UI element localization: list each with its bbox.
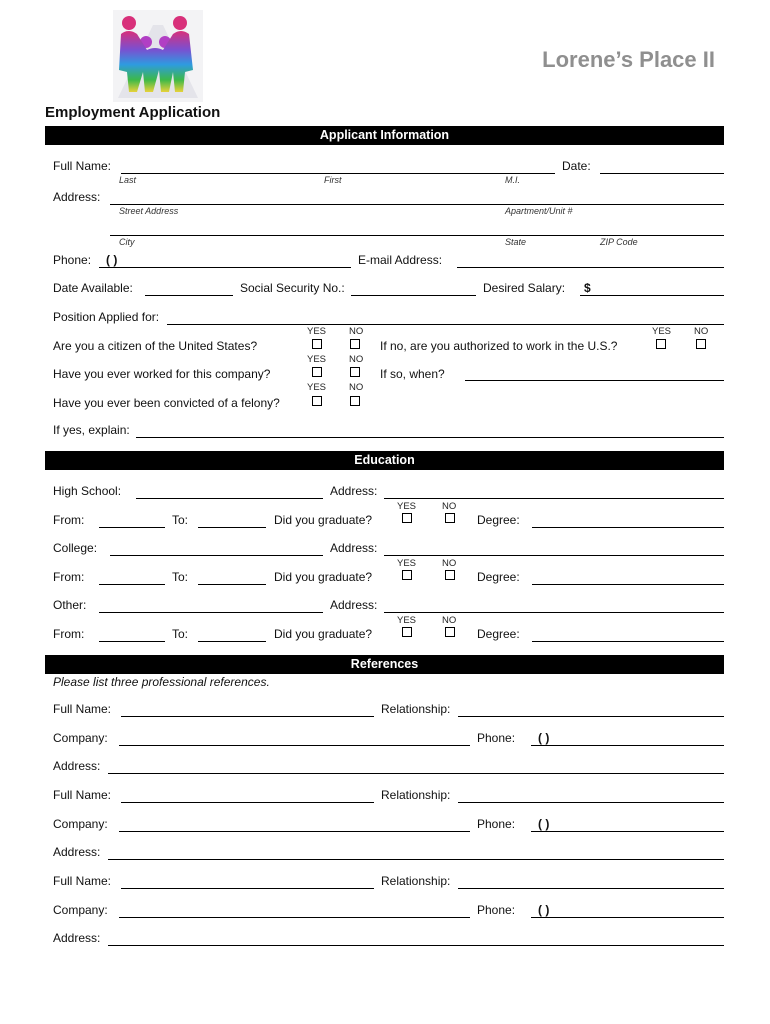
other-degree-label: Degree:: [477, 627, 520, 641]
ref1-company-label: Company:: [53, 731, 108, 745]
ref2-phone-field[interactable]: [531, 831, 724, 832]
city-state-zip-field[interactable]: [110, 235, 724, 236]
state-sublabel: State: [505, 237, 527, 247]
date-field[interactable]: [600, 173, 724, 174]
ref1-phone-label: Phone:: [477, 731, 516, 745]
yes-header: YES: [397, 558, 417, 569]
mi-sublabel: M.I.: [505, 175, 520, 185]
college-address-field[interactable]: [384, 555, 724, 556]
email-label: E-mail Address:: [358, 253, 443, 267]
ref3-name-label: Full Name:: [53, 874, 112, 888]
high-school-field[interactable]: [136, 498, 323, 499]
street-sublabel: Street Address: [119, 206, 179, 216]
other-label: Other:: [53, 598, 87, 612]
ref3-phone-parens: ( ): [538, 903, 550, 917]
ref2-relationship-label: Relationship:: [381, 788, 451, 802]
hs-to-field[interactable]: [198, 527, 266, 528]
ref2-address-label: Address:: [53, 845, 101, 859]
worked-yes-checkbox[interactable]: [312, 367, 322, 377]
explain-label: If yes, explain:: [53, 423, 130, 437]
desired-salary-label: Desired Salary:: [483, 281, 566, 295]
citizen-no-checkbox[interactable]: [350, 339, 360, 349]
date-available-label: Date Available:: [53, 281, 133, 295]
high-school-address-field[interactable]: [384, 498, 724, 499]
yes-header: YES: [307, 326, 327, 337]
other-to-label: To:: [172, 627, 189, 641]
felony-yes-checkbox[interactable]: [312, 396, 322, 406]
ref3-address-field[interactable]: [108, 945, 724, 946]
college-degree-field[interactable]: [532, 584, 724, 585]
hs-from-label: From:: [53, 513, 85, 527]
authorized-no-checkbox[interactable]: [696, 339, 706, 349]
no-header: NO: [349, 382, 364, 393]
zip-sublabel: ZIP Code: [600, 237, 638, 247]
ref2-company-field[interactable]: [119, 831, 470, 832]
ref3-address-label: Address:: [53, 931, 101, 945]
citizen-yes-checkbox[interactable]: [312, 339, 322, 349]
desired-salary-field[interactable]: [580, 295, 724, 296]
hs-to-label: To:: [172, 513, 189, 527]
ref2-company-label: Company:: [53, 817, 108, 831]
college-address-label: Address:: [330, 541, 378, 555]
ref2-phone-parens: ( ): [538, 817, 550, 831]
ref3-phone-field[interactable]: [531, 917, 724, 918]
ref2-address-field[interactable]: [108, 859, 724, 860]
no-header: NO: [442, 501, 457, 512]
position-field[interactable]: [167, 324, 724, 325]
ref1-address-label: Address:: [53, 759, 101, 773]
other-graduate-yes-checkbox[interactable]: [402, 627, 412, 637]
hs-graduate-no-checkbox[interactable]: [445, 513, 455, 523]
ref1-address-field[interactable]: [108, 773, 724, 774]
phone-parens: ( ): [106, 253, 118, 267]
ref1-relationship-field[interactable]: [458, 716, 724, 717]
ref3-relationship-field[interactable]: [458, 888, 724, 889]
ssn-field[interactable]: [351, 295, 476, 296]
ssn-label: Social Security No.:: [240, 281, 345, 295]
when-question: If so, when?: [380, 367, 445, 381]
family-logo-icon: [113, 10, 203, 102]
college-graduate-yes-checkbox[interactable]: [402, 570, 412, 580]
authorized-question: If no, are you authorized to work in the U.S.?: [380, 339, 618, 353]
explain-field[interactable]: [136, 437, 724, 438]
hs-from-field[interactable]: [99, 527, 165, 528]
ref1-name-label: Full Name:: [53, 702, 112, 716]
address-label: Address:: [53, 190, 101, 204]
hs-graduate-label: Did you graduate?: [274, 513, 373, 527]
full-name-field[interactable]: [121, 173, 555, 174]
date-label: Date:: [562, 159, 591, 173]
no-header: NO: [694, 326, 709, 337]
apt-sublabel: Apartment/Unit #: [505, 206, 573, 216]
date-available-field[interactable]: [145, 295, 233, 296]
college-label: College:: [53, 541, 98, 555]
position-label: Position Applied for:: [53, 310, 160, 324]
hs-degree-label: Degree:: [477, 513, 520, 527]
full-name-label: Full Name:: [53, 159, 112, 173]
authorized-yes-checkbox[interactable]: [656, 339, 666, 349]
college-field[interactable]: [110, 555, 323, 556]
ref1-relationship-label: Relationship:: [381, 702, 451, 716]
ref1-name-field[interactable]: [121, 716, 374, 717]
ref3-name-field[interactable]: [121, 888, 374, 889]
felony-question: Have you ever been convicted of a felony?: [53, 396, 280, 410]
first-sublabel: First: [324, 175, 342, 185]
ref3-phone-label: Phone:: [477, 903, 516, 917]
form-title: Employment Application: [45, 104, 221, 121]
hs-graduate-yes-checkbox[interactable]: [402, 513, 412, 523]
college-graduate-no-checkbox[interactable]: [445, 570, 455, 580]
when-field[interactable]: [465, 380, 724, 381]
ref1-phone-field[interactable]: [531, 745, 724, 746]
phone-label: Phone:: [53, 253, 92, 267]
ref2-relationship-field[interactable]: [458, 802, 724, 803]
college-graduate-label: Did you graduate?: [274, 570, 373, 584]
company-logo: [113, 10, 203, 102]
references-intro: Please list three professional references.: [53, 675, 270, 689]
no-header: NO: [442, 558, 457, 569]
yes-header: YES: [397, 615, 417, 626]
other-field[interactable]: [99, 612, 323, 613]
ref2-name-field[interactable]: [121, 802, 374, 803]
other-from-field[interactable]: [99, 641, 165, 642]
college-from-label: From:: [53, 570, 85, 584]
section-header-applicant: Applicant Information: [45, 126, 724, 145]
last-sublabel: Last: [119, 175, 137, 185]
worked-question: Have you ever worked for this company?: [53, 367, 271, 381]
other-graduate-label: Did you graduate?: [274, 627, 373, 641]
section-header-education: Education: [45, 451, 724, 470]
street-address-field[interactable]: [110, 204, 724, 205]
college-to-label: To:: [172, 570, 189, 584]
ref1-company-field[interactable]: [119, 745, 470, 746]
ref2-phone-label: Phone:: [477, 817, 516, 831]
other-to-field[interactable]: [198, 641, 266, 642]
yes-header: YES: [307, 354, 327, 365]
other-address-field[interactable]: [384, 612, 724, 613]
company-name: Lorene’s Place II: [542, 47, 715, 72]
no-header: NO: [349, 326, 364, 337]
ref1-phone-parens: ( ): [538, 731, 550, 745]
yes-header: YES: [307, 382, 327, 393]
ref2-name-label: Full Name:: [53, 788, 112, 802]
dollar-sign: $: [584, 281, 591, 295]
phone-field[interactable]: [99, 267, 351, 268]
other-graduate-no-checkbox[interactable]: [445, 627, 455, 637]
ref3-company-field[interactable]: [119, 917, 470, 918]
worked-no-checkbox[interactable]: [350, 367, 360, 377]
email-field[interactable]: [457, 267, 724, 268]
college-from-field[interactable]: [99, 584, 165, 585]
hs-degree-field[interactable]: [532, 527, 724, 528]
no-header: NO: [349, 354, 364, 365]
college-degree-label: Degree:: [477, 570, 520, 584]
felony-no-checkbox[interactable]: [350, 396, 360, 406]
ref3-company-label: Company:: [53, 903, 108, 917]
other-address-label: Address:: [330, 598, 378, 612]
yes-header: YES: [652, 326, 672, 337]
high-school-address-label: Address:: [330, 484, 378, 498]
other-degree-field[interactable]: [532, 641, 724, 642]
ref3-relationship-label: Relationship:: [381, 874, 451, 888]
city-sublabel: City: [119, 237, 135, 247]
other-from-label: From:: [53, 627, 85, 641]
yes-header: YES: [397, 501, 417, 512]
college-to-field[interactable]: [198, 584, 266, 585]
high-school-label: High School:: [53, 484, 122, 498]
citizen-question: Are you a citizen of the United States?: [53, 339, 258, 353]
no-header: NO: [442, 615, 457, 626]
section-header-references: References: [45, 655, 724, 674]
